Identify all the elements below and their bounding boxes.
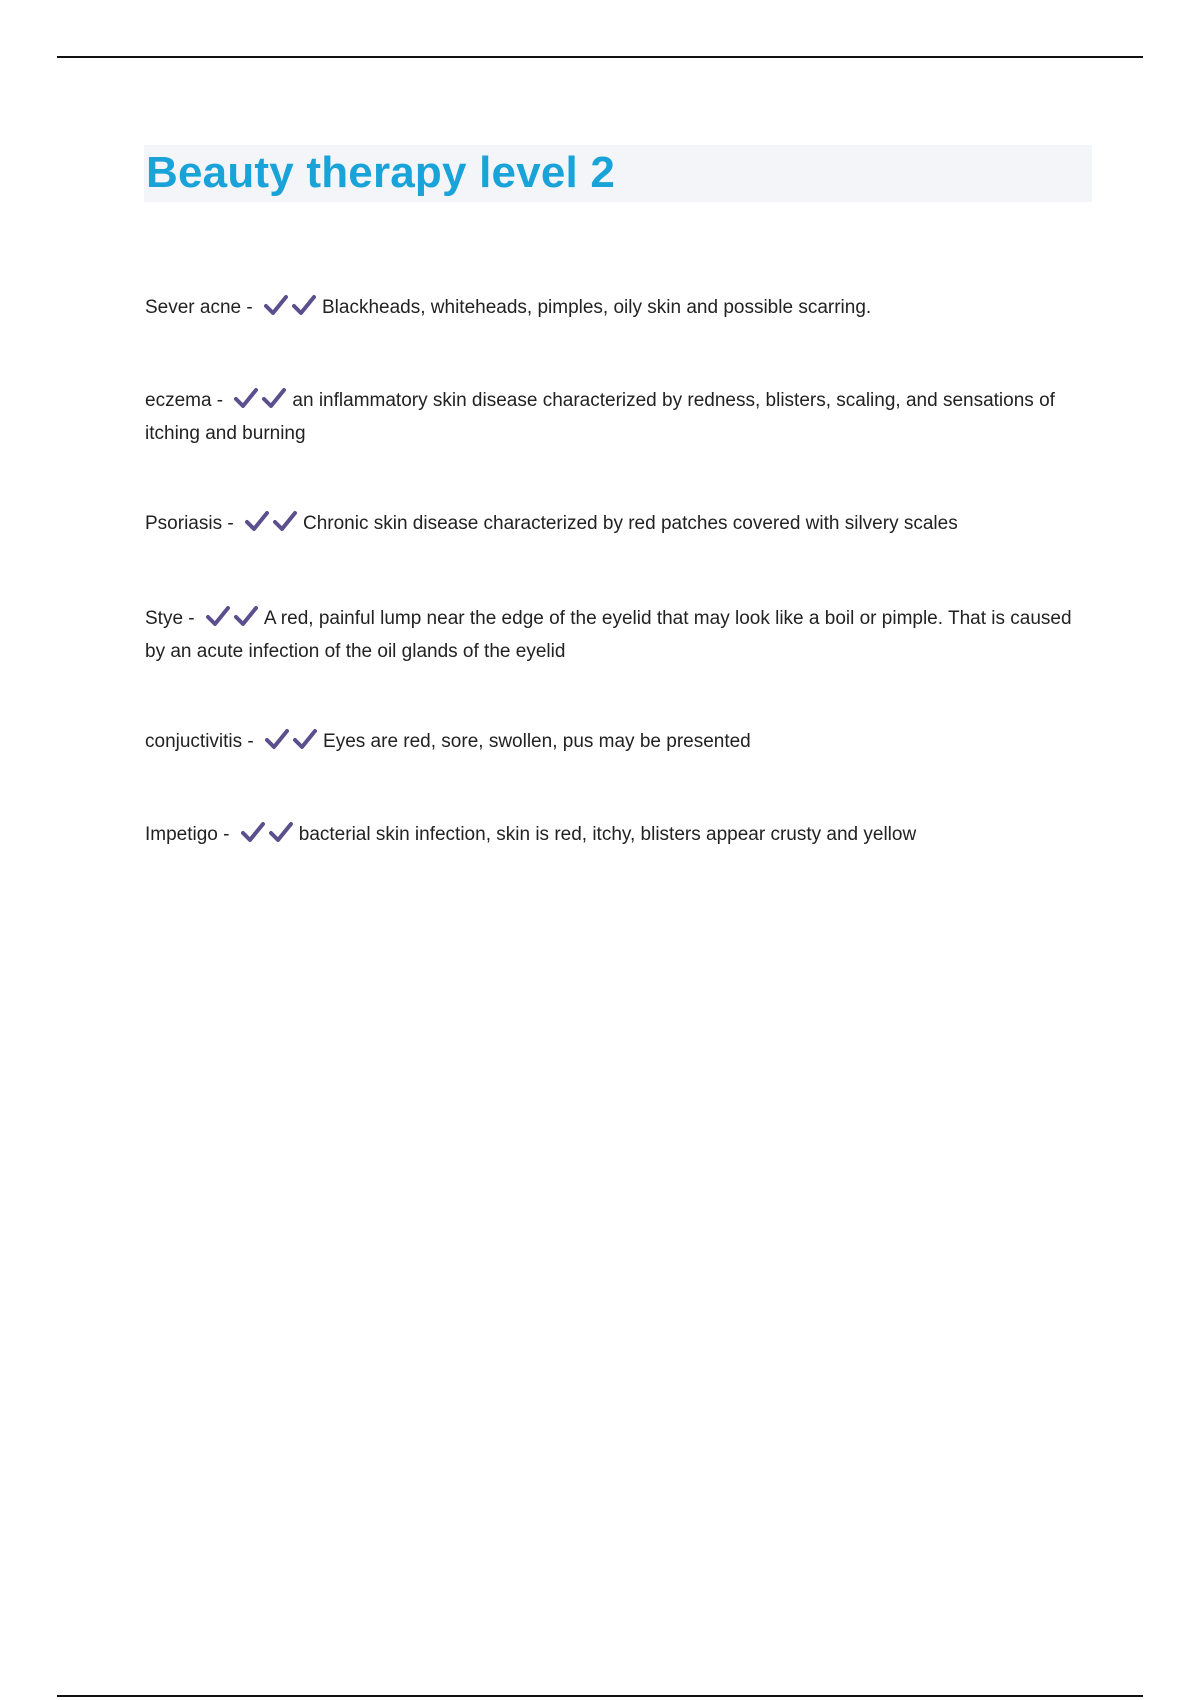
entry-term: eczema - (145, 390, 229, 411)
entry-definition: Chronic skin disease characterized by red patches covered with silvery scales (302, 513, 958, 534)
flashcard-entry (145, 820, 1080, 853)
document-title: Beauty therapy level 2 (146, 148, 616, 197)
check-icon (265, 728, 289, 750)
check-icon (273, 510, 297, 532)
check-icon (292, 294, 316, 316)
check-marks (234, 387, 290, 419)
check-icon (206, 605, 230, 627)
check-icon (241, 821, 265, 843)
check-marks (245, 510, 301, 542)
check-icon (293, 728, 317, 750)
flashcard-entry (145, 727, 1080, 760)
entry-definition: bacterial skin infection, skin is red, itchy, blisters appear crusty and yellow (298, 824, 917, 845)
check-icon (245, 510, 269, 532)
check-icon (269, 821, 293, 843)
check-marks (264, 294, 320, 326)
check-icon (234, 605, 258, 627)
flashcard-entry (145, 293, 1080, 326)
check-icon (262, 387, 286, 409)
check-marks (206, 605, 262, 637)
entry-term: Sever acne - (145, 297, 258, 318)
entry-definition: Blackheads, whiteheads, pimples, oily skin and possible scarring. (322, 297, 872, 318)
flashcard-entry (145, 386, 1080, 449)
footer-rule (57, 1695, 1143, 1697)
entry-definition: Eyes are red, sore, swollen, pus may be presented (323, 731, 751, 752)
header-rule (57, 56, 1143, 58)
entry-definition: an inflammatory skin disease characterized by redness, blisters, scaling, and sensations of itching and burning (145, 390, 1055, 444)
check-icon (264, 294, 288, 316)
entry-term: Impetigo - (145, 824, 235, 845)
entry-term: Stye - (145, 608, 200, 629)
entry-definition: A red, painful lump near the edge of the eyelid that may look like a boil or pimple. That is caused by an acute infection of the oil glands of the eyelid (145, 608, 1072, 662)
entry-term: conjuctivitis - (145, 731, 260, 752)
flashcard-entry (145, 604, 1080, 667)
check-marks (265, 728, 321, 760)
check-marks (241, 821, 297, 853)
entry-term: Psoriasis - (145, 513, 239, 534)
flashcard-entry (145, 509, 1080, 542)
check-icon (234, 387, 258, 409)
